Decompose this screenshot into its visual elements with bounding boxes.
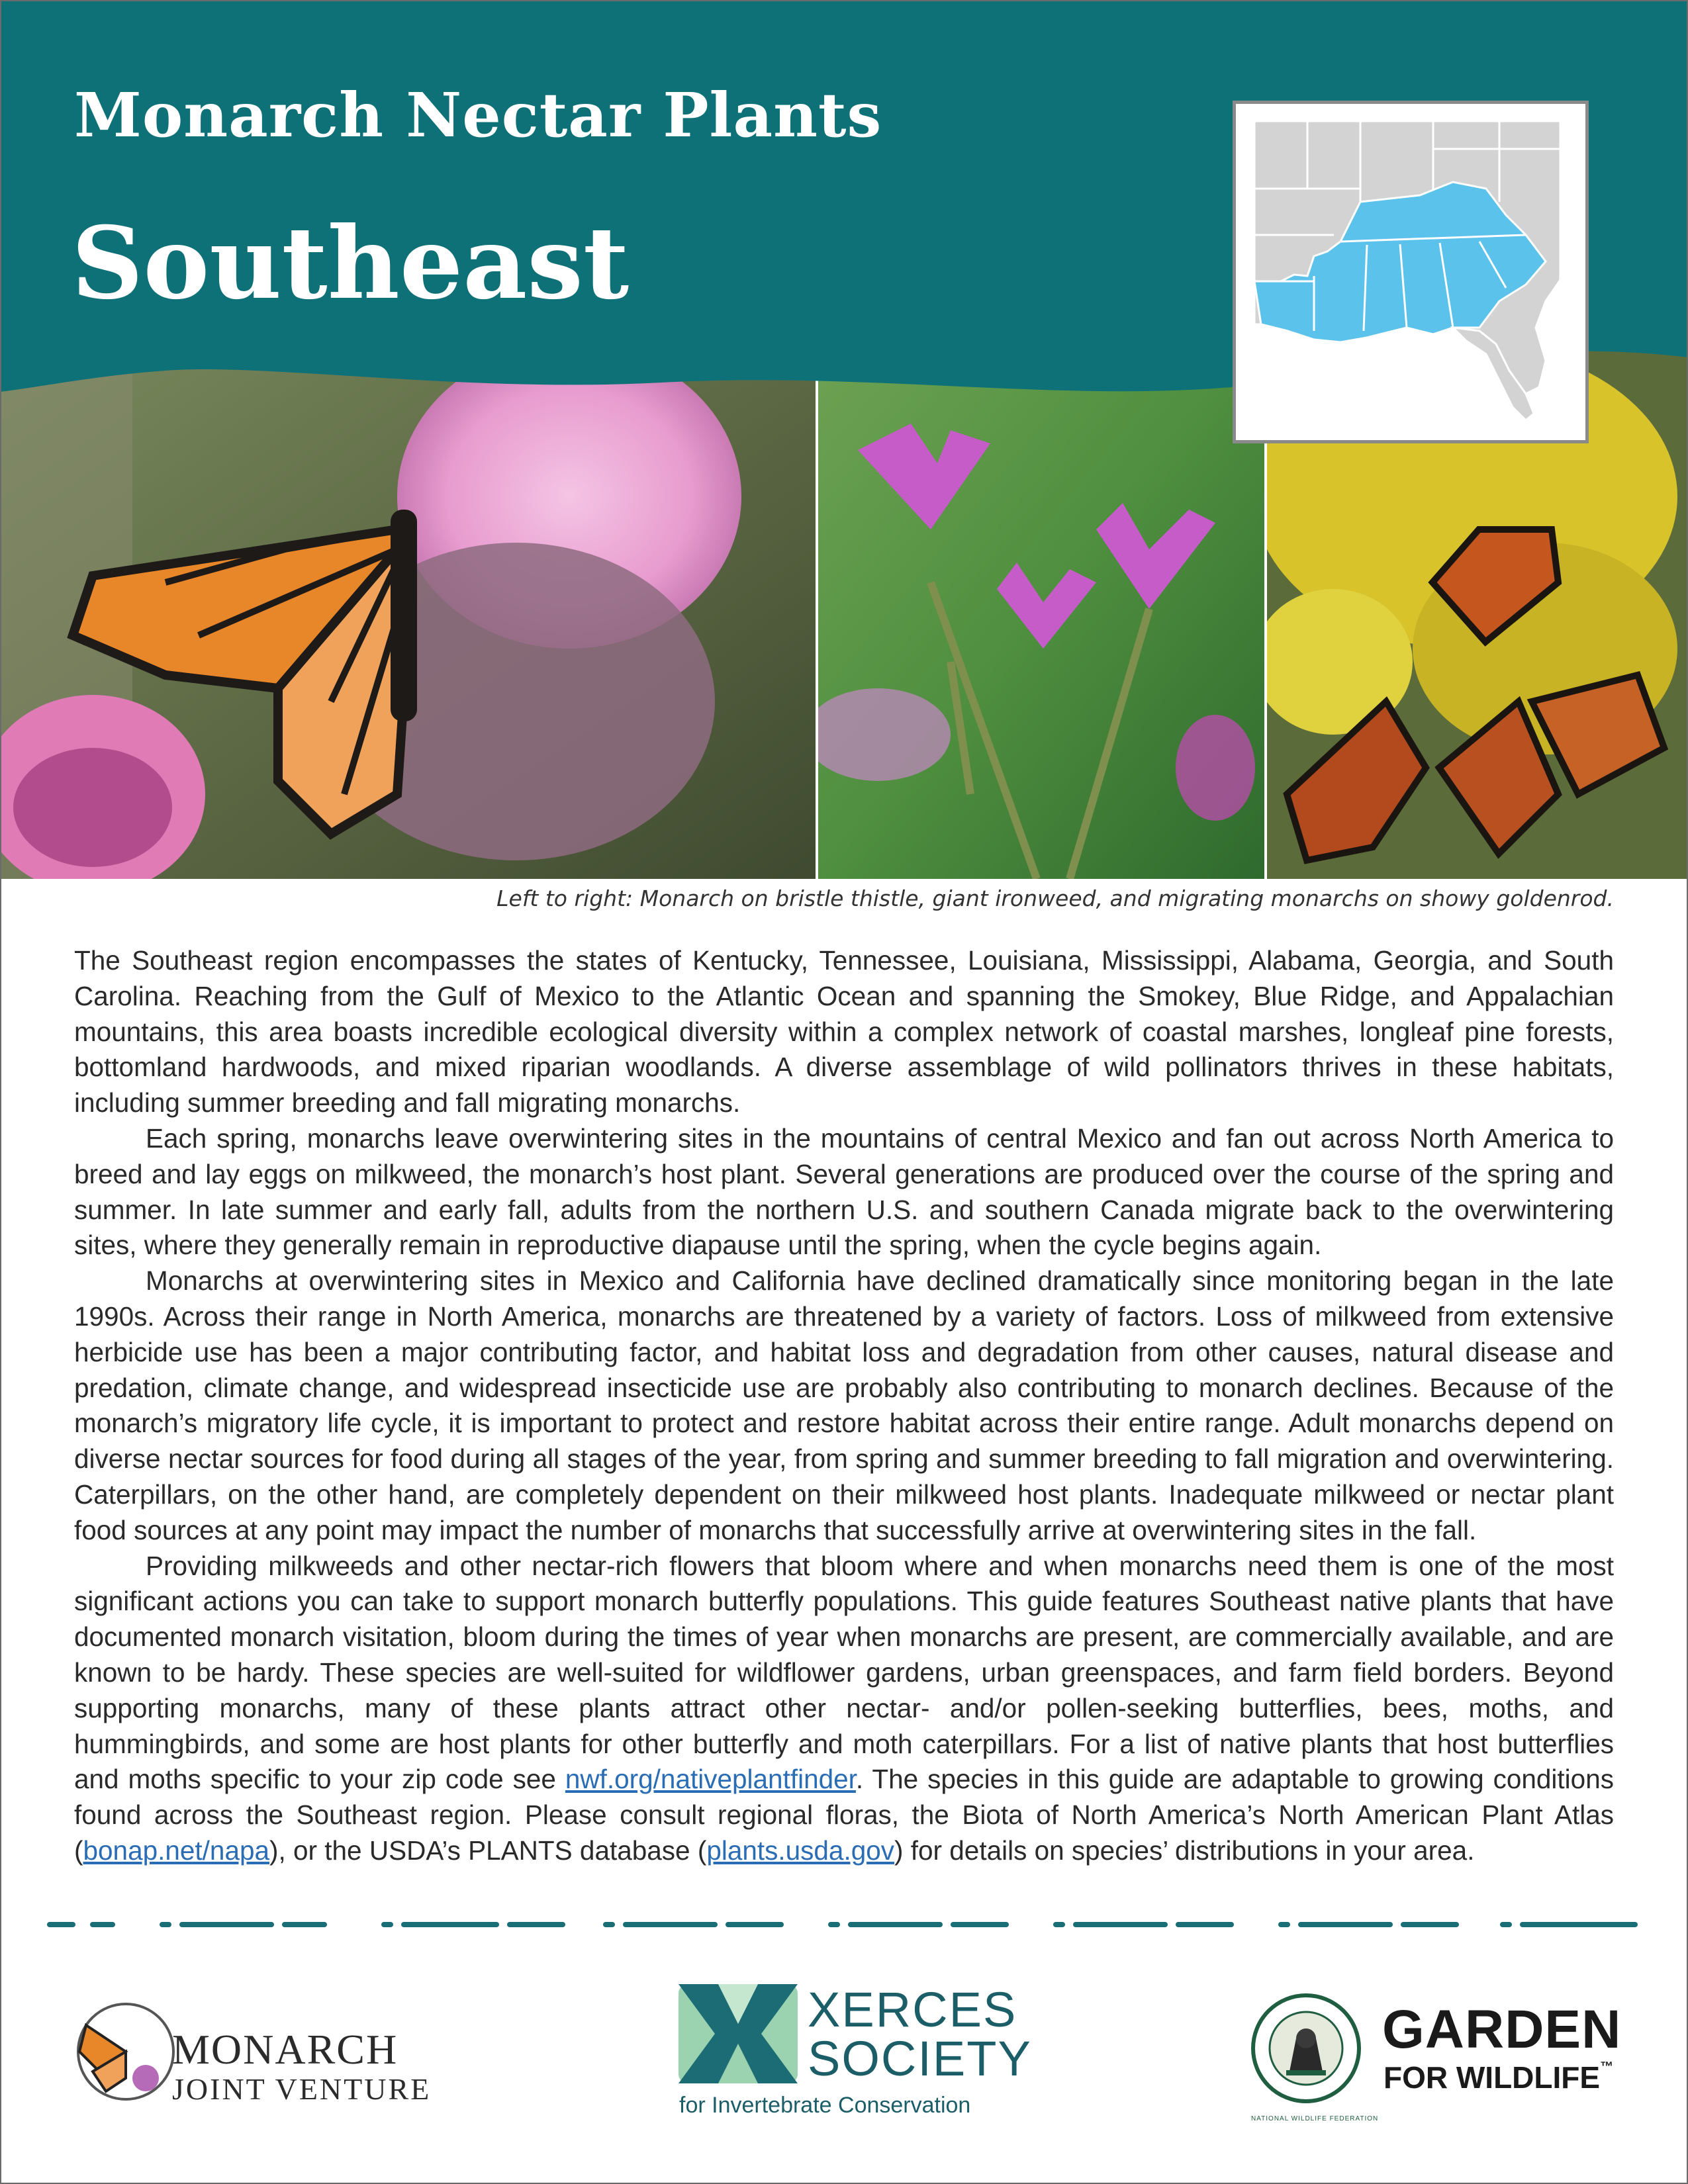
paragraph-4-text-a: Providing milkweeds and other nectar-rich flowers that bloom where and when monarchs need them is one of the most significant actions you can take to support monarch butterfly populations. This guide features Southeast native plants that have documented monarch visitation, bloom during the times of year when monarchs are present, are commercially available, and are known to be hardy. These species are well-suited for wildflower gardens, urban greenspaces, and farm field borders. Beyond supporting monarchs, many of these plants attract other nectar- and/or pollen-seeking butterflies, bees, moths, and hummingbirds, and some are host plants for other butterfly and moth caterpillars. For a list of native plants that host butterflies and moths specific to your zip code see xyxy=(74,1550,1614,1795)
garden-for-wildlife-logo[interactable] xyxy=(1250,1985,1620,2138)
nwf-logo-line2-text: FOR WILDLIFE xyxy=(1383,2060,1601,2095)
region-map xyxy=(1233,101,1589,443)
xerces-logo-tagline: for Invertebrate Conservation xyxy=(679,2093,971,2118)
nwf-trademark: ™ xyxy=(1600,2060,1614,2074)
nwf-seal-icon xyxy=(1250,1992,1362,2105)
southeast-map-graphic xyxy=(1235,103,1587,441)
region-title: Southeast xyxy=(71,205,630,322)
xerces-society-logo[interactable] xyxy=(675,1982,1032,2130)
monarch-logo-line1: MONARCH xyxy=(172,2026,399,2073)
xerces-logo-line2: SOCIETY xyxy=(808,2031,1032,2086)
nwf-seal-ring-text: NATIONAL WILDLIFE FEDERATION xyxy=(1251,2115,1379,2122)
page-title: Monarch Nectar Plants xyxy=(74,79,882,151)
monarch-logo-line2: JOINT VENTURE xyxy=(172,2072,432,2106)
paragraph-1: The Southeast region encompasses the states of Kentucky, Tennessee, Louisiana, Mississippi, Alabama, Georgia, and South Carolina. Reaching from the Gulf of Mexico to the Atlantic Ocean and spanning the Smokey, Blue Ridge, and Appalachian mountains, this area boasts incredible ecological diversity within a complex network of coastal marshes, longleaf pine forests, bottomland hardwoods, and mixed riparian woodlands. A diverse assemblage of wild pollinators thrives in these habitats, including summer breeding and fall migrating monarchs. xyxy=(74,945,1614,1118)
xerces-logo-line1: XERCES xyxy=(808,1982,1017,2037)
monarch-butterfly-icon xyxy=(73,1999,179,2105)
paragraph-2: Each spring, monarchs leave overwintering sites in the mountains of central Mexico and fan out across North America to breed and lay eggs on milkweed, the monarch’s host plant. Several generations are produced over the course of the spring and summer. In late summer and early fall, adults from the northern U.S. and southern Canada migrate back to the overwintering sites, where they generally remain in reproductive diapause until the spring, when the cycle begins again. xyxy=(74,1122,1614,1261)
monarch-joint-venture-logo[interactable] xyxy=(73,1992,457,2124)
nwf-logo-line1: GARDEN xyxy=(1382,1999,1622,2060)
link-usda-plants[interactable]: plants.usda.gov xyxy=(706,1835,895,1866)
link-nwf-nativeplantfinder[interactable]: nwf.org/nativeplantfinder xyxy=(565,1764,856,1795)
paragraph-3: Monarchs at overwintering sites in Mexico and California have declined dramatically since monitoring began in the late 1990s. Across their range in North America, monarchs are threatened by a variety of factors. Loss of milkweed from extensive herbicide use has been a major contributing factor, and habitat loss and degradation from other causes, natural disease and predation, climate change, and widespread insecticide use are probably also contributing to monarch declines. Because of the monarch’s migratory life cycle, it is important to protect and restore habitat across their entire range. Adult monarchs depend on diverse nectar sources for food during all stages of the year, from spring and summer breeding to fall migration and overwintering. Caterpillars, on the other hand, are completely dependent on their milkweed host plants. Inadequate milkweed or nectar plant food sources at any point may impact the number of monarchs that successfully arrive at overwintering sites in the fall. xyxy=(74,1265,1614,1545)
paragraph-4-text-b: . The species in this guide are adaptable to growing conditions found across the Southeast region. Please consult regional floras, the Biota of North America’s North American Plant Atlas ( xyxy=(74,1764,1614,1866)
paragraph-4-text-c: ), or the USDA’s PLANTS database ( xyxy=(269,1835,707,1866)
xerces-x-icon xyxy=(679,1984,798,2083)
photo-caption: Left to right: Monarch on bristle thistle, giant ironweed, and migrating monarchs on showy goldenrod. xyxy=(496,886,1614,911)
dashed-divider xyxy=(46,1918,1642,1931)
body-text xyxy=(74,943,1614,1869)
link-bonap[interactable]: bonap.net/napa xyxy=(83,1835,270,1866)
paragraph-4-text-d: ) for details on species’ distributions in your area. xyxy=(894,1835,1475,1866)
paragraph-4 xyxy=(74,1549,1614,1869)
nwf-logo-line2 xyxy=(1383,2060,1613,2095)
